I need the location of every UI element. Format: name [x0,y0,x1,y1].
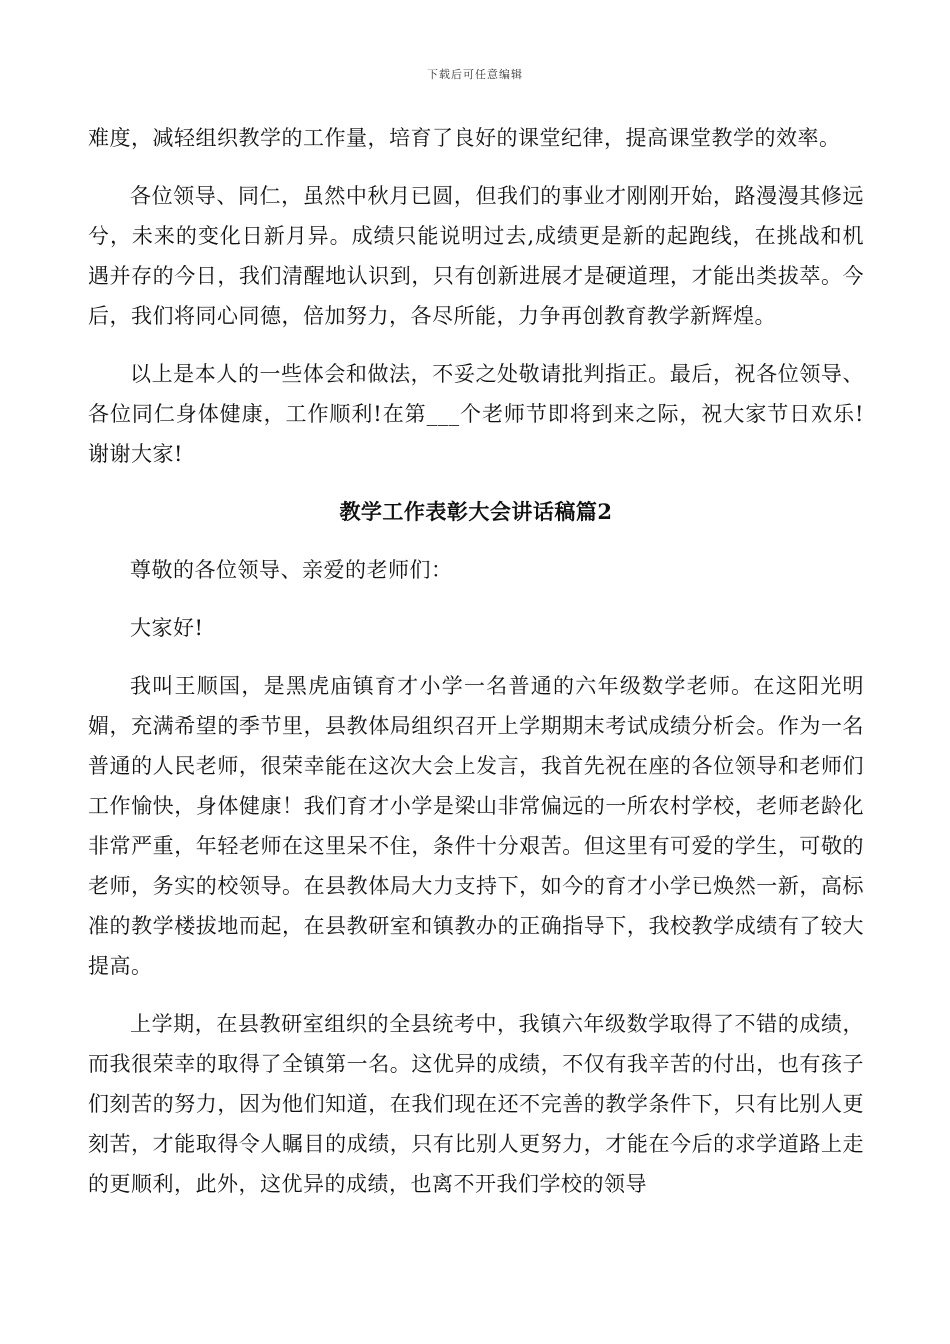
paragraph-greeting: 大家好! [130,616,204,640]
document-body [88,118,864,1222]
paragraph-continuation: 难度，减轻组织教学的工作量，培育了良好的课堂纪律，提高课堂教学的效率。 [88,126,841,150]
paragraph-closing: 以上是本人的一些体会和做法，不妥之处敬请批判指正。最后，祝各位领导、各位同仁身体健康，工作顺利!在第___个老师节即将到来之际，祝大家节日欢乐!谢谢大家! [88,362,864,466]
paragraph-introduction: 我叫王顺国，是黑虎庙镇育才小学一名普通的六年级数学老师。在这阳光明媚，充满希望的季节里，县教体局组织召开上学期期末考试成绩分析会。作为一名普通的人民老师，很荣幸能在这次大会上发言，我首先祝在座的各位领导和老师们工作愉快，身体健康！我们育才小学是梁山非常偏远的一所农村学校，老师老龄化非常严重，年轻老师在这里呆不住，条件十分艰苦。但这里有可爱的学生，可敬的老师，务实的校领导。在县教体局大力支持下，如今的育才小学已焕然一新，高标准的教学楼拔地而起，在县教研室和镇教办的正确指导下，我校教学成绩有了较大提高。 [88,674,864,978]
paragraph-salutation: 尊敬的各位领导、亲爱的老师们： [130,558,453,582]
paragraph-outlook: 各位领导、同仁，虽然中秋月已圆，但我们的事业才刚刚开始，路漫漫其修远兮，未来的变化日新月异。成绩只能说明过去,成绩更是新的起跑线，在挑战和机遇并存的今日，我们清醒地认识到，只有创新进展才是硬道理，才能出类拔萃。今后，我们将同心同德，倍加努力，各尽所能，力争再创教育教学新辉煌。 [88,184,864,328]
page-header-note: 下载后可任意编辑 [427,68,523,81]
paragraph-results: 上学期，在县教研室组织的全县统考中，我镇六年级数学取得了不错的成绩，而我很荣幸的取得了全镇第一名。这优异的成绩，不仅有我辛苦的付出，也有孩子们刻苦的努力，因为他们知道，在我们现在还不完善的教学条件下，只有比别人更刻苦，才能取得令人瞩目的成绩，只有比别人更努力，才能在今后的求学道路上走的更顺利，此外，这优异的成绩，也离不开我们学校的领导 [88,1012,864,1196]
section-title: 教学工作表彰大会讲话稿篇2 [339,499,613,524]
